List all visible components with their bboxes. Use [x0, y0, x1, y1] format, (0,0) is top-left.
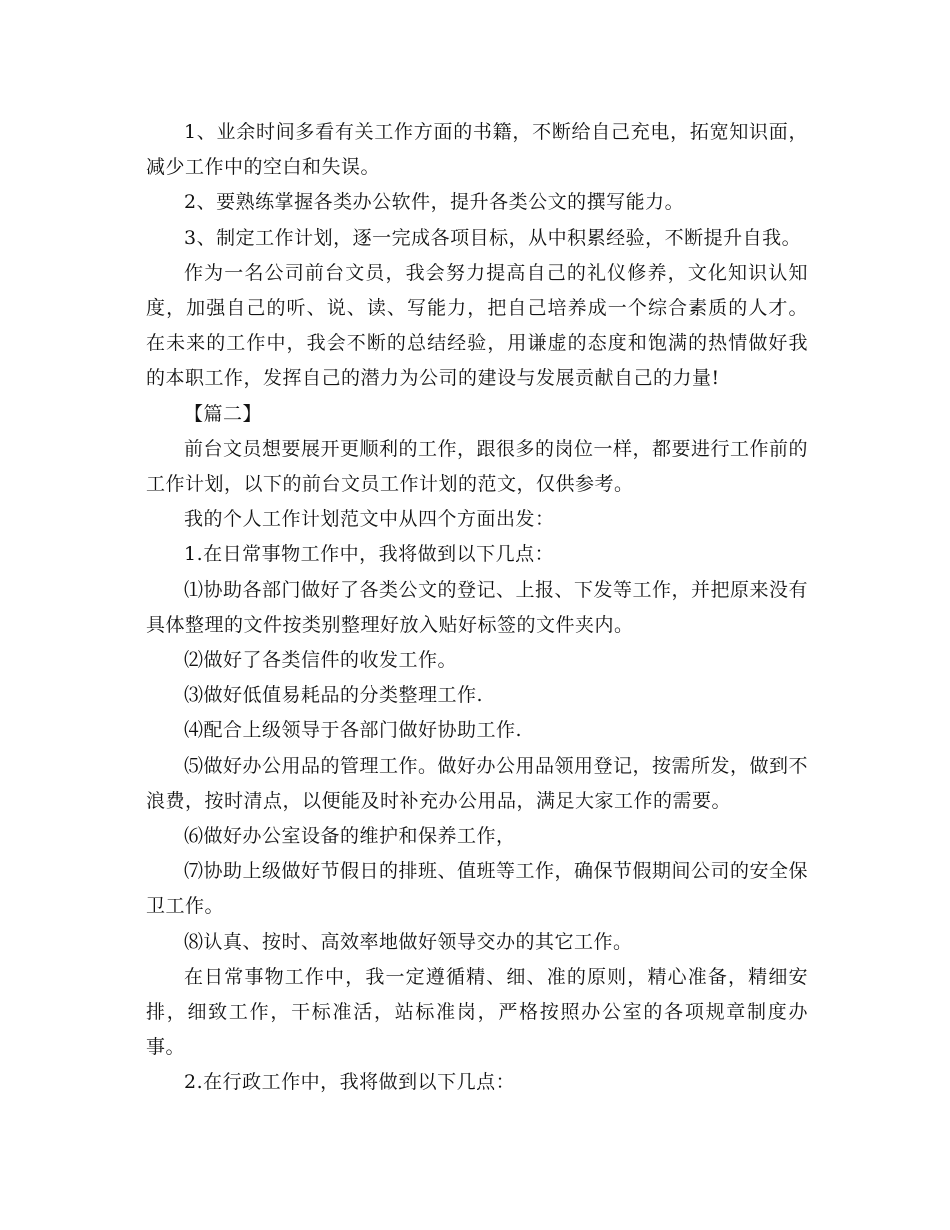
paragraph-intro: 前台文员想要展开更顺利的工作，跟很多的岗位一样，都要进行工作前的工作计划，以下的前台文员工作计划的范文，仅供参考。 [146, 437, 809, 496]
paragraph-principles: 在日常事物工作中，我一定遵循精、细、准的原则，精心准备，精细安排，细致工作，干标准活，站标准岗，严格按照办公室的各项规章制度办事。 [146, 965, 808, 1059]
list-item-8: ⑻认真、按时、高效率地做好领导交办的其它工作。 [184, 930, 633, 953]
list-item-4: ⑷配合上级领导于各部门做好协助工作. [184, 719, 523, 742]
paragraph-tip-3: 3、制定工作计划，逐一完成各项目标，从中积累经验，不断提升自我。 [184, 226, 802, 249]
document-body [146, 115, 808, 1101]
list-item-1: ⑴协助各部门做好了各类公文的登记、上报、下发等工作，并把原来没有具体整理的文件按类别整理好放入贴好标签的文件夹内。 [146, 578, 809, 636]
list-item-5: ⑸做好办公用品的管理工作。做好办公用品领用登记，按需所发，做到不浪费，按时清点，以便能及时补充办公用品，满足大家工作的需要。 [146, 754, 809, 812]
paragraph-tip-2: 2、要熟练掌握各类办公软件，提升各类公文的撰写能力。 [184, 191, 685, 214]
section-heading: 【篇二】 [184, 402, 263, 425]
paragraph-conclusion: 作为一名公司前台文员，我会努力提高自己的礼仪修养，文化知识认知度，加强自己的听、说、读、写能力，把自己培养成一个综合素质的人才。在未来的工作中，我会不断的总结经验，用谦虚的态度和饱满的热情做好我的本职工作，发挥自己的潜力为公司的建设与发展贡献自己的力量! [146, 261, 808, 390]
list-item-7: ⑺协助上级做好节假日的排班、值班等工作，确保节假期间公司的安全保卫工作。 [146, 860, 809, 918]
list-item-2: ⑵做好了各类信件的收发工作。 [184, 649, 458, 672]
list-item-6: ⑹做好办公室设备的维护和保养工作， [184, 825, 516, 848]
paragraph-section-1: 1.在日常事物工作中，我将做到以下几点： [184, 543, 555, 566]
paragraph-tip-1: 1、业余时间多看有关工作方面的书籍，不断给自己充电，拓宽知识面，减少工作中的空白和失误。 [146, 121, 808, 179]
list-item-3: ⑶做好低值易耗品的分类整理工作. [184, 684, 484, 707]
paragraph-section-2: 2.在行政工作中，我将做到以下几点： [184, 1071, 516, 1094]
paragraph-overview: 我的个人工作计划范文中从四个方面出发： [184, 508, 555, 531]
